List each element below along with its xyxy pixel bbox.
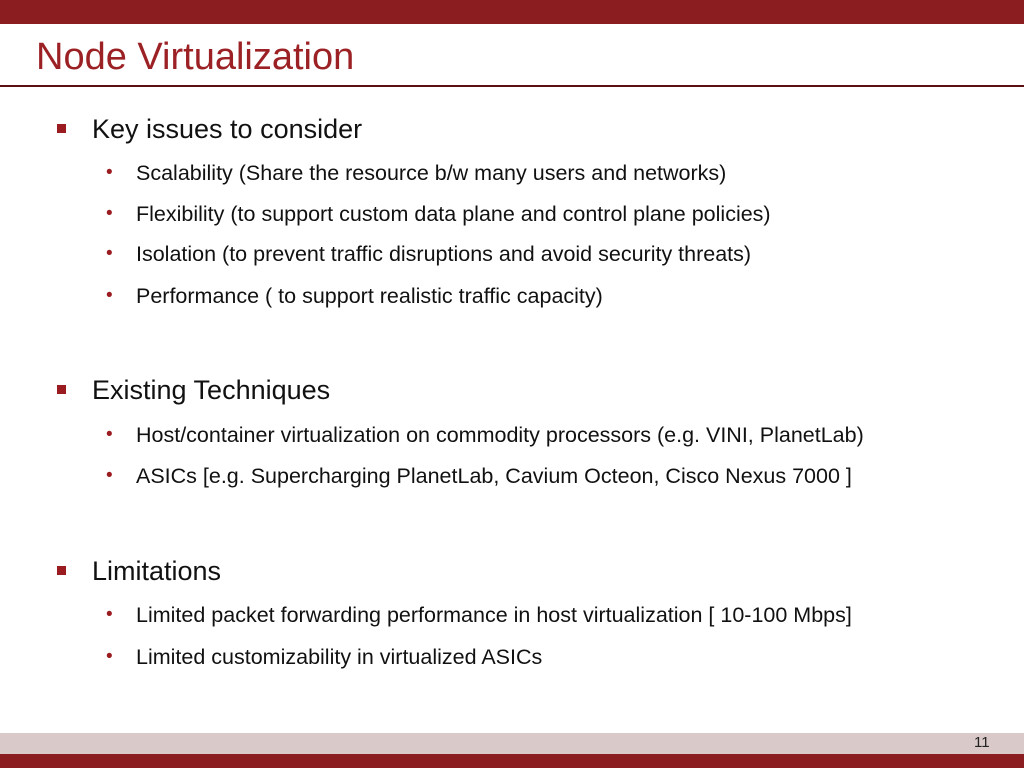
list-item-asics: ASICs [e.g. Supercharging PlanetLab, Cavium Octeon, Cisco Nexus 7000 ] bbox=[136, 464, 852, 488]
section-heading-key-issues: Key issues to consider bbox=[92, 114, 363, 144]
bullet-dot-icon: • bbox=[106, 162, 113, 183]
list-item-host-virtualization: Host/container virtualization on commodity processors (e.g. VINI, PlanetLab) bbox=[136, 423, 864, 447]
section-heading-limitations: Limitations bbox=[92, 556, 222, 586]
bullet-dot-icon: • bbox=[106, 465, 113, 486]
section-heading-existing-techniques: Existing Techniques bbox=[92, 375, 331, 405]
bullet-dot-icon: • bbox=[106, 203, 113, 224]
square-bullet-icon bbox=[57, 385, 66, 394]
square-bullet-icon bbox=[57, 124, 66, 133]
list-item-limited-customizability: Limited customizability in virtualized ASICs bbox=[136, 645, 543, 669]
list-item-scalability: Scalability (Share the resource b/w many users and networks) bbox=[136, 161, 727, 185]
square-bullet-icon bbox=[57, 566, 66, 575]
bullet-dot-icon: • bbox=[106, 646, 113, 667]
title-divider bbox=[0, 85, 1024, 87]
top-accent-bar bbox=[0, 0, 1024, 24]
bullet-dot-icon: • bbox=[106, 604, 113, 625]
page-number: 11 bbox=[974, 734, 990, 751]
list-item-performance: Performance ( to support realistic traffic capacity) bbox=[136, 284, 603, 308]
bullet-dot-icon: • bbox=[106, 424, 113, 445]
list-item-isolation: Isolation (to prevent traffic disruptions and avoid security threats) bbox=[136, 242, 752, 266]
bullet-dot-icon: • bbox=[106, 285, 113, 306]
list-item-limited-forwarding: Limited packet forwarding performance in host virtualization [ 10-100 Mbps] bbox=[136, 603, 852, 627]
bottom-accent-bar bbox=[0, 754, 1024, 768]
slide-title: Node Virtualization bbox=[36, 36, 355, 78]
bullet-dot-icon: • bbox=[106, 243, 113, 264]
list-item-flexibility: Flexibility (to support custom data plane and control plane policies) bbox=[136, 202, 771, 226]
footer-band bbox=[0, 733, 1024, 754]
